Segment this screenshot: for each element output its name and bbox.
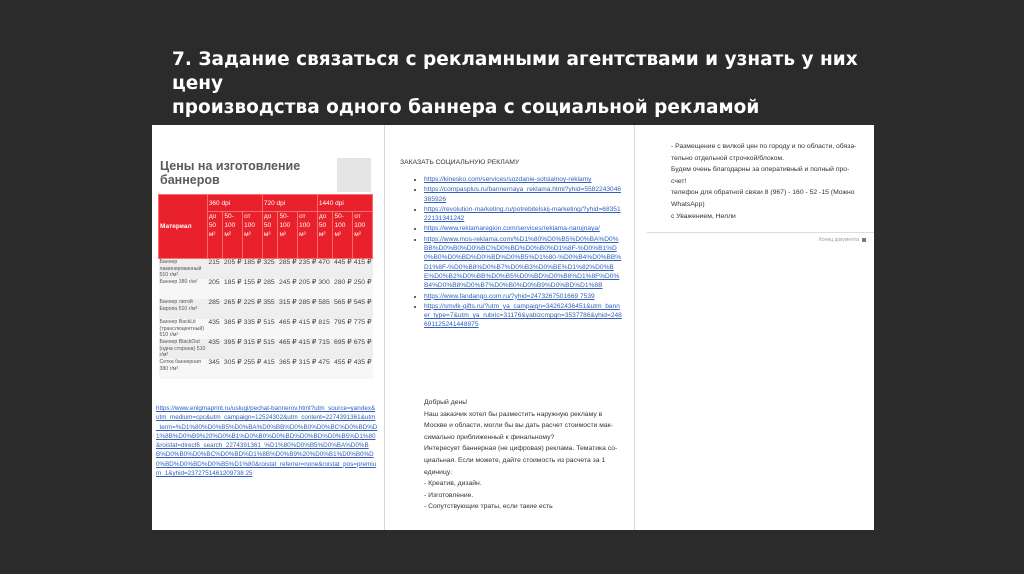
price-cell: 435 [207,319,223,339]
letter-line: симально приближенный к финальному? [424,433,555,441]
list-item [424,175,622,184]
price-table [158,194,373,379]
price-cell: 215 [207,259,223,280]
price-cell: 335 ₽ [243,319,263,339]
right-text-line: счет! [671,177,687,185]
price-cell: 285 [207,299,223,319]
right-text-line: тельно отдельной строчкой/блоком. [671,154,785,162]
right-text-line: WhatsApp) [671,200,705,208]
end-mark-icon [862,238,866,242]
price-cell: 205 ₽ [223,259,243,280]
price-cell: 415 ₽ [353,259,373,280]
price-cell: 455 ₽ [333,359,353,379]
price-cell: 585 [317,299,333,319]
price-cell: 285 ₽ [278,259,298,280]
size-header: от 100 м² [243,212,263,259]
list-item [424,235,622,291]
price-cell: 305 ₽ [223,359,243,379]
document-screenshot [152,125,874,530]
price-column [156,125,378,530]
list-item [424,302,622,330]
price-cell: 315 ₽ [243,339,263,359]
source-link[interactable]: https://www.enigmaprint.ru/uslugi/pechat-bannerov.html?utm_source=yandex&utm_medium=cpc&utm_campaign=12524302&utm_content=2274391361&utm_term=%D1%80%D0%B5%D0%BA%D0%BB%D0%B0%D0%BC%D0%BD%D1%8B%D0%B9%20%D0%B1%D0%B0%D0%BD%D0%BD%D0%B5%D1%80&roistat=direct6_search_2274391361_%D1%80%D0%B5%D0%BA%D0%BB%D0%B0%D0%BC%D0%BD%D1%8B%D0%B9%20%D0%B1%D0%B0%D0%BD%D0%BD%D0%B5%D1%80&roistat_referrer=none&roistat_pos=premium_1&yhid=2372751461209738 25 [156,405,378,478]
price-cell: 245 ₽ [278,279,298,299]
order-column [400,125,620,530]
size-header: 50-100 м² [223,212,243,259]
dpi-header: 360 dpi [207,195,262,212]
price-cell: 395 ₽ [223,339,243,359]
material-header: Материал [159,195,208,259]
letter-line: - Изготовление. [424,491,474,499]
price-table-title: Цены на изготовление баннеров [160,159,301,187]
agency-link[interactable]: https://revolution-marketing.ru/potrebitelskij-marketing/?yhid=6835122131341242 [424,205,621,223]
right-text-line: с Уважением, Нелли [671,212,736,220]
document-end-label: Конец документа [819,237,859,243]
price-cell: 325 [262,259,278,280]
material-name: Баннер BackLit (транслюцентный) 510 г/м² [159,319,208,339]
link-list [400,175,622,331]
price-cell: 205 ₽ [298,279,318,299]
table-row [159,279,373,299]
price-cell: 695 ₽ [333,339,353,359]
price-cell: 235 ₽ [298,259,318,280]
dpi-header: 1440 dpi [317,195,372,212]
size-header: до 50 м² [317,212,333,259]
column-divider [634,125,635,530]
material-name: Баннер BlackOut (одна сторона) 510 г/м² [159,339,206,358]
slide-title-line-2: производства одного баннера с социальной рекламой [172,97,760,118]
column-divider [384,125,385,530]
document-end [819,237,866,243]
price-cell: 285 ₽ [298,299,318,319]
price-cell: 435 ₽ [353,359,373,379]
letter-line: Добрый день! [424,399,468,406]
price-cell: 795 ₽ [333,319,353,339]
price-cell: 300 [317,279,333,299]
price-cell: 445 ₽ [333,259,353,280]
letter-line: - Сопутствующие траты, если такие есть [424,503,553,511]
price-cell: 515 [262,319,278,339]
right-text-line: - Размещение с вилкой цен по городу и по области, обяза- [671,143,857,150]
price-cell: 565 ₽ [333,299,353,319]
price-cell: 345 [207,359,223,379]
size-header: 50-100 м² [278,212,298,259]
table-row [159,259,373,280]
table-row [159,319,373,339]
price-cell: 365 ₽ [278,359,298,379]
page-end-line [647,232,874,233]
price-cell: 185 ₽ [223,279,243,299]
right-text [671,141,871,222]
price-cell: 280 ₽ [333,279,353,299]
price-cell: 315 ₽ [298,359,318,379]
price-cell: 470 [317,259,333,280]
price-cell: 315 ₽ [278,299,298,319]
letter-line: - Креатив, дизайн. [424,480,482,488]
material-name: Баннер 380 г/м² [159,279,208,299]
agency-link[interactable]: https://www.mos-reklama.com/%D1%80%D0%B5%D0%BA%D0%BB%D0%B0%D0%BC%D0%BD%D0%B0%D1%8F-%D0%B1%D0%B0%D0%BD%D0%BD%D0%B5%D1%80-%D0%B4%D0%BB%D1%8F-%D0%B8%D0%B7%D0%B3%D0%BE%D1%82%D0%BE%D0%B2%D0%BB%D0%B5%D0%BD%D0%B8%D1%8F%D0%B4%D0%B8%D0%B7%D0%B0%D0%B9%D0%BD%D1%8B [424,235,622,290]
right-text-line: Будем очень благодарны за оперативный и полный про- [671,166,850,174]
right-text-line: телефон для обратной связи 8 (967) - 160 - 52 -15 (Можно [671,189,855,197]
letter-text [424,397,620,513]
price-cell: 515 [262,339,278,359]
material-name: Баннер ламинированный 510 г/м² [159,259,208,280]
price-cell: 715 [317,339,333,359]
price-cell: 675 ₽ [353,339,373,359]
list-item [424,185,622,204]
price-cell: 465 ₽ [278,339,298,359]
material-name: Сетка баннерная 380 г/м² [159,359,208,379]
dpi-header: 720 dpi [262,195,317,212]
price-cell: 205 [207,279,223,299]
table-row [159,339,373,359]
gray-block [337,158,371,192]
table-row [159,359,373,379]
size-header: до 50 м² [262,212,278,259]
list-item [424,205,622,224]
agency-link[interactable]: https://www.fandango.com.ru/?yhid=2473267501669 7539 [424,292,595,300]
price-cell: 225 ₽ [243,299,263,319]
material-name: Баннер литой Европа 510 г/м² [159,299,208,319]
slide-title-line-1: 7. Задание связаться с рекламными агентствами и узнать у них цену [172,49,858,94]
size-header: 50-100 м² [333,212,353,259]
letter-line: Интересует баннерная (не цифровая) реклама. Тематика со- [424,445,618,453]
right-column [647,125,874,530]
price-cell: 355 [262,299,278,319]
table-row [159,299,373,319]
size-header: до 50 м² [207,212,223,259]
price-cell: 285 [262,279,278,299]
letter-line: Наш заказчик хотел бы разместить наружную рекламу в [424,410,603,418]
price-cell: 185 ₽ [243,259,263,280]
agency-link[interactable]: https://smvlk-gifts.ru/?utm_ya_campaign=34262436451&utm_banner_type=7&utm_ya_rubric=31176&yabizcmpgn=3537786&yhid=248691125241448975 [424,302,622,329]
letter-line: Москве и области, могли бы вы дать расчет стоимости мак- [424,422,613,430]
slide-title [172,48,892,120]
order-heading: ЗАКАЗАТЬ СОЦИАЛЬНУЮ РЕКЛАМУ [400,159,520,166]
price-cell: 545 ₽ [353,299,373,319]
list-item [424,224,622,233]
price-cell: 775 ₽ [353,319,373,339]
list-item [424,292,622,301]
letter-line: циальная. Если можете, дайте стоимость из расчета за 1 [424,456,606,464]
price-cell: 255 ₽ [243,359,263,379]
price-cell: 265 ₽ [223,299,243,319]
price-cell: 155 ₽ [243,279,263,299]
price-cell: 415 ₽ [298,339,318,359]
letter-line: единицу: [424,468,453,476]
agency-link[interactable]: https://www.reklamaregion.com/services/reklama-narujnaya/ [424,225,600,233]
price-cell: 415 ₽ [298,319,318,339]
agency-link[interactable]: https://compasplus.ru/bannernaya_reklama.html?yhid=5582243046385926 [424,186,622,203]
price-cell: 435 [207,339,223,359]
price-cell: 385 ₽ [223,319,243,339]
size-header: от 100 м² [298,212,318,259]
price-cell: 250 ₽ [353,279,373,299]
size-header: от 100 м² [353,212,373,259]
price-cell: 415 [262,359,278,379]
price-cell: 475 [317,359,333,379]
price-cell: 465 ₽ [278,319,298,339]
price-cell: 815 [317,319,333,339]
agency-link[interactable]: https://kinesko.com/services/sozdanie-sotsialnoy-reklamy [424,176,592,183]
